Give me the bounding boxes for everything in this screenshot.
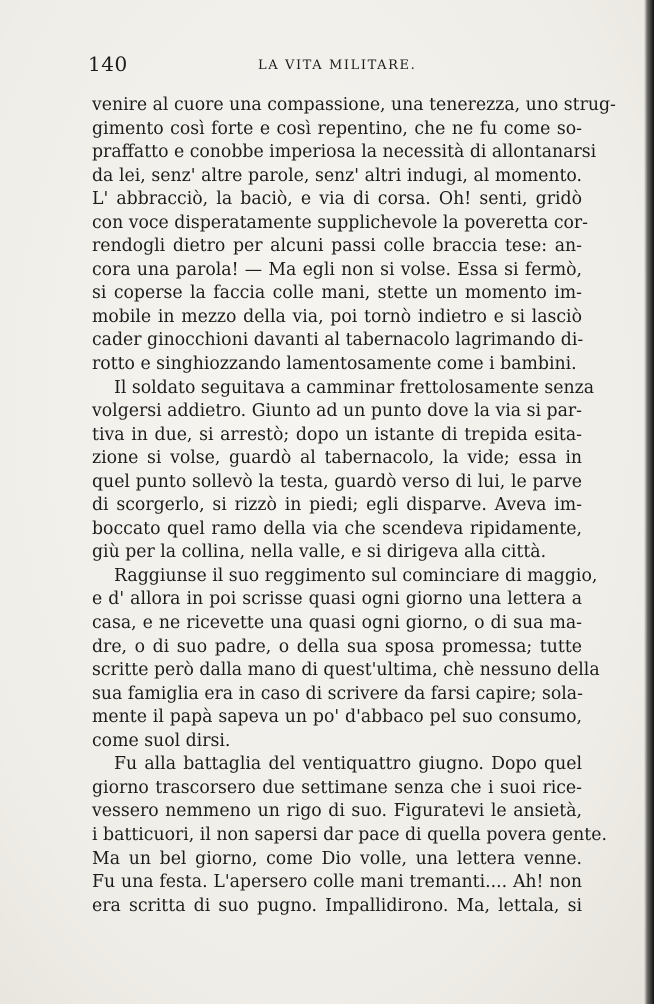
page-edge-shadow [644, 0, 654, 1004]
page-header [88, 52, 582, 80]
text-line: giorno trascorsero due settimane senza che i suoi rice- [92, 777, 582, 798]
text-line: praffatto e conobbe imperiosa la necessità di allontanarsi [92, 142, 597, 163]
text-line: dre, o di suo padre, o della sua sposa promessa; tutte [92, 636, 582, 657]
text-line: i batticuori, il non sapersi dar pace di quella povera gente. [92, 824, 607, 845]
text-line: sua famiglia era in caso di scrivere da farsi capire; sola- [92, 683, 583, 704]
text-line: e d' allora in poi scrisse quasi ogni giorno una lettera a [92, 589, 582, 610]
body-text [92, 94, 616, 918]
text-line: scritte però dalla mano di quest'ultima, chè nessuno della [92, 660, 600, 681]
text-line: mobile in mezzo della via, poi tornò indietro e si lasciò [92, 306, 582, 327]
text-line: con voce disperatamente supplichevole la poveretta cor- [92, 212, 589, 233]
text-line: gimento così forte e così repentino, che ne fu come so- [92, 118, 582, 139]
text-line: Ma un bel giorno, come Dio volle, una lettera venne. [92, 848, 582, 869]
text-line: zione si volse, guardò al tabernacolo, la vide; essa in [92, 448, 582, 469]
text-line: tiva in due, si arrestò; dopo un istante di trepida esita- [92, 424, 582, 445]
text-line: da lei, senz' altre parole, senz' altri indugi, al momento. [92, 165, 582, 186]
text-line: si coperse la faccia colle mani, stette un momento im- [92, 283, 582, 304]
text-line: come suol dirsi. [92, 730, 231, 751]
text-line: cora una parola! — Ma egli non si volse. Essa si fermò, [92, 259, 582, 280]
text-line: vessero nemmeno un rigo di suo. Figuratevi le ansietà, [92, 801, 582, 822]
text-line: casa, e ne ricevette una quasi ogni giorno, o di sua ma- [92, 613, 582, 634]
text-line: venire al cuore una compassione, una tenerezza, uno strug- [92, 95, 616, 115]
text-line: era scritta di suo pugno. Impallidirono. Ma, lettala, si [92, 895, 582, 916]
text-line: L' abbracciò, la baciò, e via di corsa. Oh! senti, gridò [92, 189, 582, 210]
text-line: volgersi addietro. Giunto ad un punto dove la via si par- [92, 401, 582, 422]
text-line: rotto e singhiozzando lamentosamente come i bambini. [92, 354, 577, 375]
text-line: Raggiunse il suo reggimento sul cominciare di maggio, [114, 565, 598, 586]
text-line: Il soldato seguitava a camminar frettolosamente senza [114, 377, 595, 398]
text-line: di scorgerlo, si rizzò in piedi; egli disparve. Aveva im- [92, 495, 582, 516]
text-line: cader ginocchioni davanti al tabernacolo lagrimando di- [92, 330, 584, 351]
text-line: Fu una festa. L'apersero colle mani tremanti.... Ah! non [92, 872, 582, 893]
text-line: rendogli dietro per alcuni passi colle braccia tese: an- [92, 236, 582, 257]
page-number: 140 [88, 52, 128, 76]
text-line: Fu alla battaglia del ventiquattro giugno. Dopo quel [114, 754, 582, 775]
text-line: giù per la collina, nella valle, e si dirigeva alla città. [92, 542, 547, 563]
text-line: quel punto sollevò la testa, guardò verso di lui, le parve [92, 471, 582, 492]
running-title: LA VITA MILITARE. [258, 58, 417, 73]
text-line: mente il papà sapeva un po' d'abbaco pel suo consumo, [92, 707, 582, 728]
text-line: boccato quel ramo della via che scendeva ripidamente, [92, 518, 582, 539]
